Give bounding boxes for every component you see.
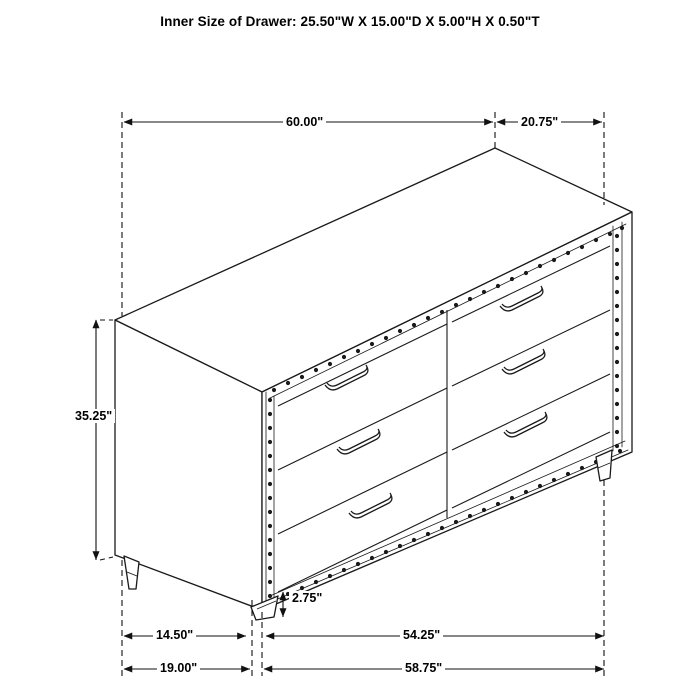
dimension-leg-height: 2.75" (289, 591, 325, 605)
dimension-overall-right-span: 58.75" (402, 661, 445, 675)
dimension-top-width: 60.00" (283, 115, 326, 129)
dimension-overall-left-span: 19.00" (157, 661, 200, 675)
page-title: Inner Size of Drawer: 25.50"W X 15.00"D X 5.00"H X 0.50"T (160, 14, 540, 29)
dimension-top-depth: 20.75" (518, 115, 561, 129)
dimension-height: 35.25" (72, 409, 115, 423)
dimension-bottom-left-span: 14.50" (153, 628, 196, 642)
dimension-bottom-right-span: 54.25" (400, 628, 443, 642)
